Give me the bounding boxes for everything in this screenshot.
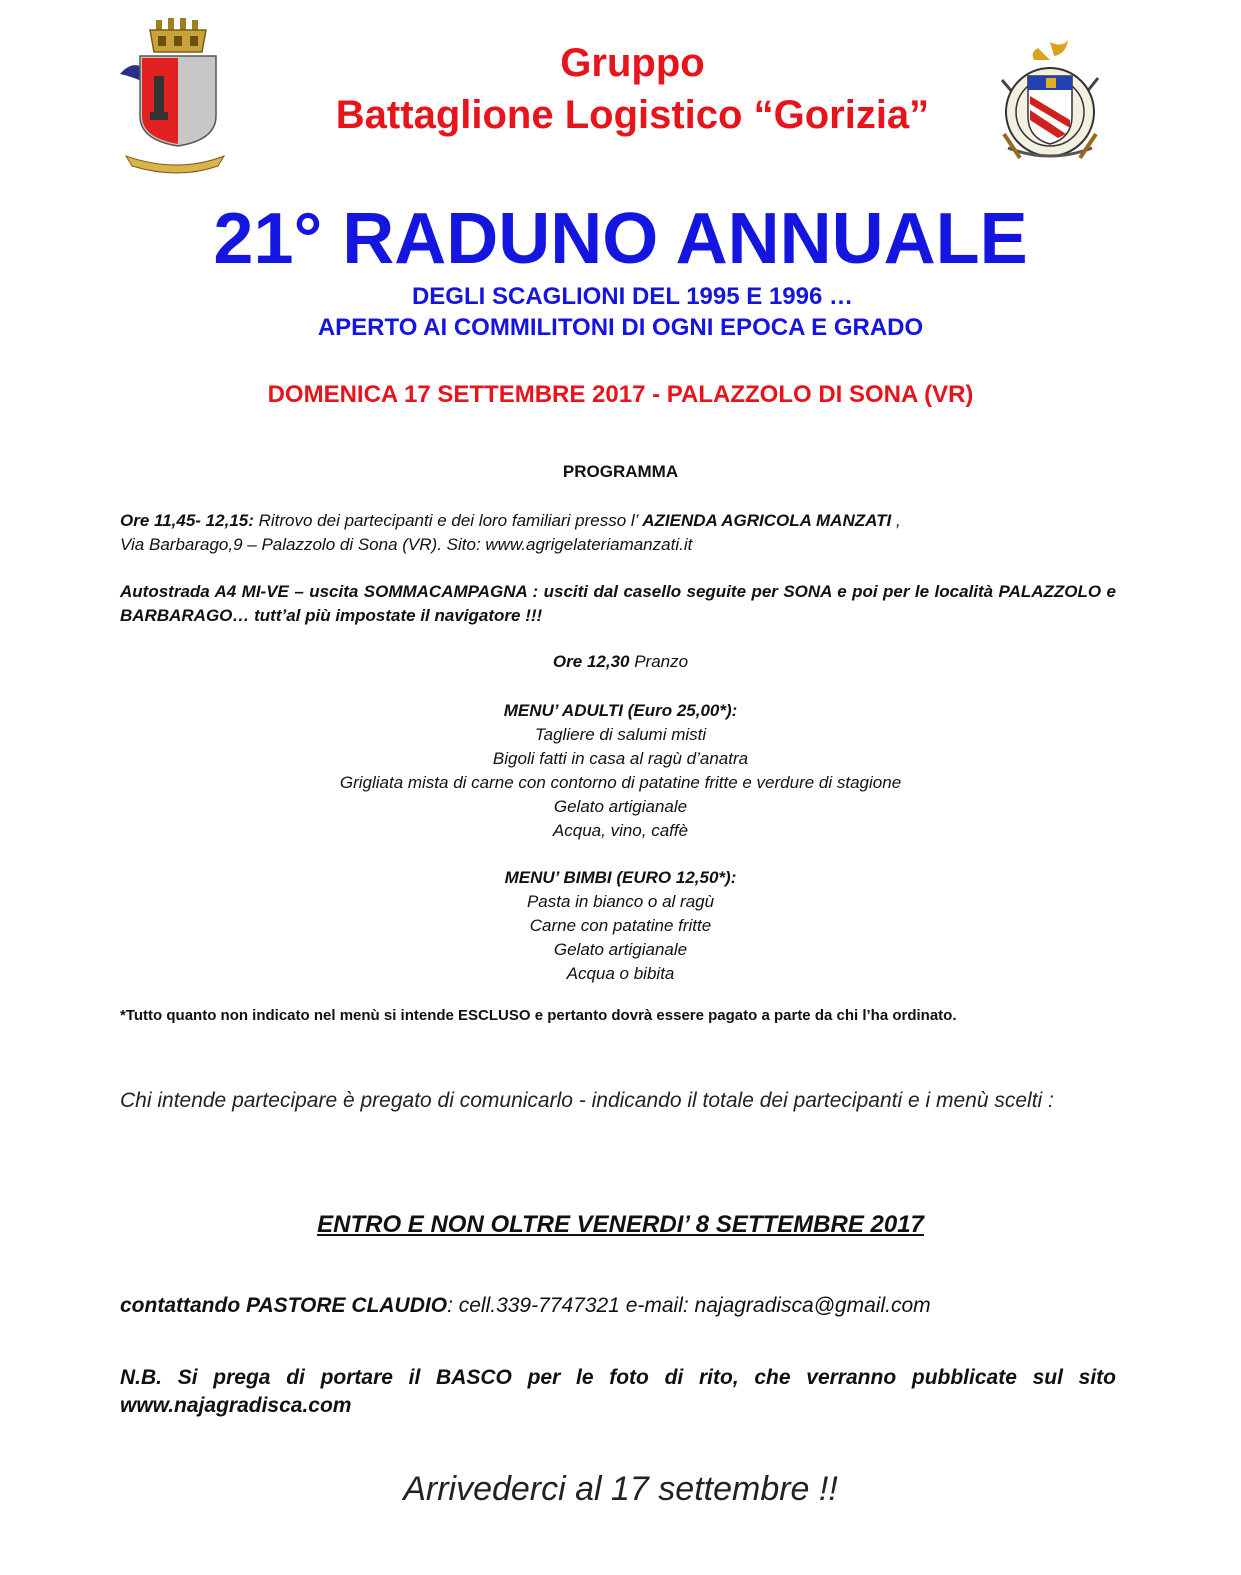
- menu-item: Gelato artigianale: [553, 940, 688, 959]
- menu-bimbi-heading: MENU’ BIMBI (EURO 12,50*):: [504, 868, 737, 887]
- menu-item: Carne con patatine fritte: [529, 916, 712, 935]
- ritrovo-place: AZIENDA AGRICOLA MANZATI: [642, 511, 892, 530]
- deadline: ENTRO E NON OLTRE VENERDI’ 8 SETTEMBRE 2017: [317, 1211, 924, 1238]
- battalion-name: Battaglione Logistico “Gorizia”: [335, 93, 930, 137]
- menu-item: Grigliata mista di carne con contorno di patatine fritte e verdure di stagione: [339, 773, 902, 792]
- ritrovo-paragraph: [120, 509, 1116, 557]
- footnote: *Tutto quanto non indicato nel menù si intende ESCLUSO e pertanto dovrà essere pagato a parte da chi l’ha ordinato.: [120, 1007, 957, 1024]
- ritrovo-text: Ritrovo dei partecipanti e dei loro familiari presso l’: [253, 511, 643, 530]
- menu-item: Acqua o bibita: [566, 964, 675, 983]
- invite-paragraph: Chi intende partecipare è pregato di comunicarlo - indicando il totale dei partecipanti e i menù scelti :: [120, 1089, 1054, 1112]
- directions-paragraph: Autostrada A4 MI-VE – uscita SOMMACAMPAGNA : usciti dal casello seguite per SONA e poi per le località PALAZZOLO e BARBARAGO… tutt’al più impostate il navigatore !!!: [120, 582, 1116, 625]
- event-title: 21° RADUNO ANNUALE: [213, 199, 1028, 279]
- contact-details: : cell.339-7747321 e-mail: najagradisca@gmail.com: [447, 1294, 931, 1317]
- closing-line: Arrivederci al 17 settembre !!: [403, 1470, 838, 1508]
- event-subtitle-2: APERTO AI COMMILITONI DI OGNI EPOCA E GRADO: [317, 314, 924, 341]
- programma-heading: PROGRAMMA: [562, 462, 679, 481]
- menu-adulti-heading: MENU’ ADULTI (Euro 25,00*):: [503, 701, 738, 720]
- menu-item: Gelato artigianale: [553, 797, 688, 816]
- menu-item: Pasta in bianco o al ragù: [526, 892, 715, 911]
- pranzo-time: Ore 12,30: [552, 652, 630, 671]
- menu-item: Bigoli fatti in casa al ragù d’anatra: [492, 749, 749, 768]
- ritrovo-text-end: ,: [891, 511, 901, 530]
- menu-adulti: [0, 699, 1241, 843]
- nb-note: N.B. Si prega di portare il BASCO per le foto di rito, che verranno pubblicate sul sito www.najagradisca.com: [120, 1366, 1116, 1417]
- ritrovo-time: Ore 11,45- 12,15:: [120, 511, 254, 530]
- pranzo-line: [0, 651, 1241, 673]
- contact-line: [120, 1292, 1120, 1320]
- menu-item: Tagliere di salumi misti: [534, 725, 707, 744]
- menu-bimbi: [0, 866, 1241, 986]
- event-subtitle-1: DEGLI SCAGLIONI DEL 1995 E 1996 …: [411, 283, 854, 310]
- contact-name: contattando PASTORE CLAUDIO: [120, 1294, 448, 1317]
- pranzo-label: Pranzo: [629, 652, 689, 671]
- event-date-place: DOMENICA 17 SETTEMBRE 2017 - PALAZZOLO DI SONA (VR): [267, 381, 974, 408]
- ritrovo-address: Via Barbarago,9 – Palazzolo di Sona (VR). Sito: www.agrigelateriamanzati.it: [120, 535, 693, 554]
- group-header: Gruppo: [560, 41, 705, 85]
- menu-item: Acqua, vino, caffè: [552, 821, 689, 840]
